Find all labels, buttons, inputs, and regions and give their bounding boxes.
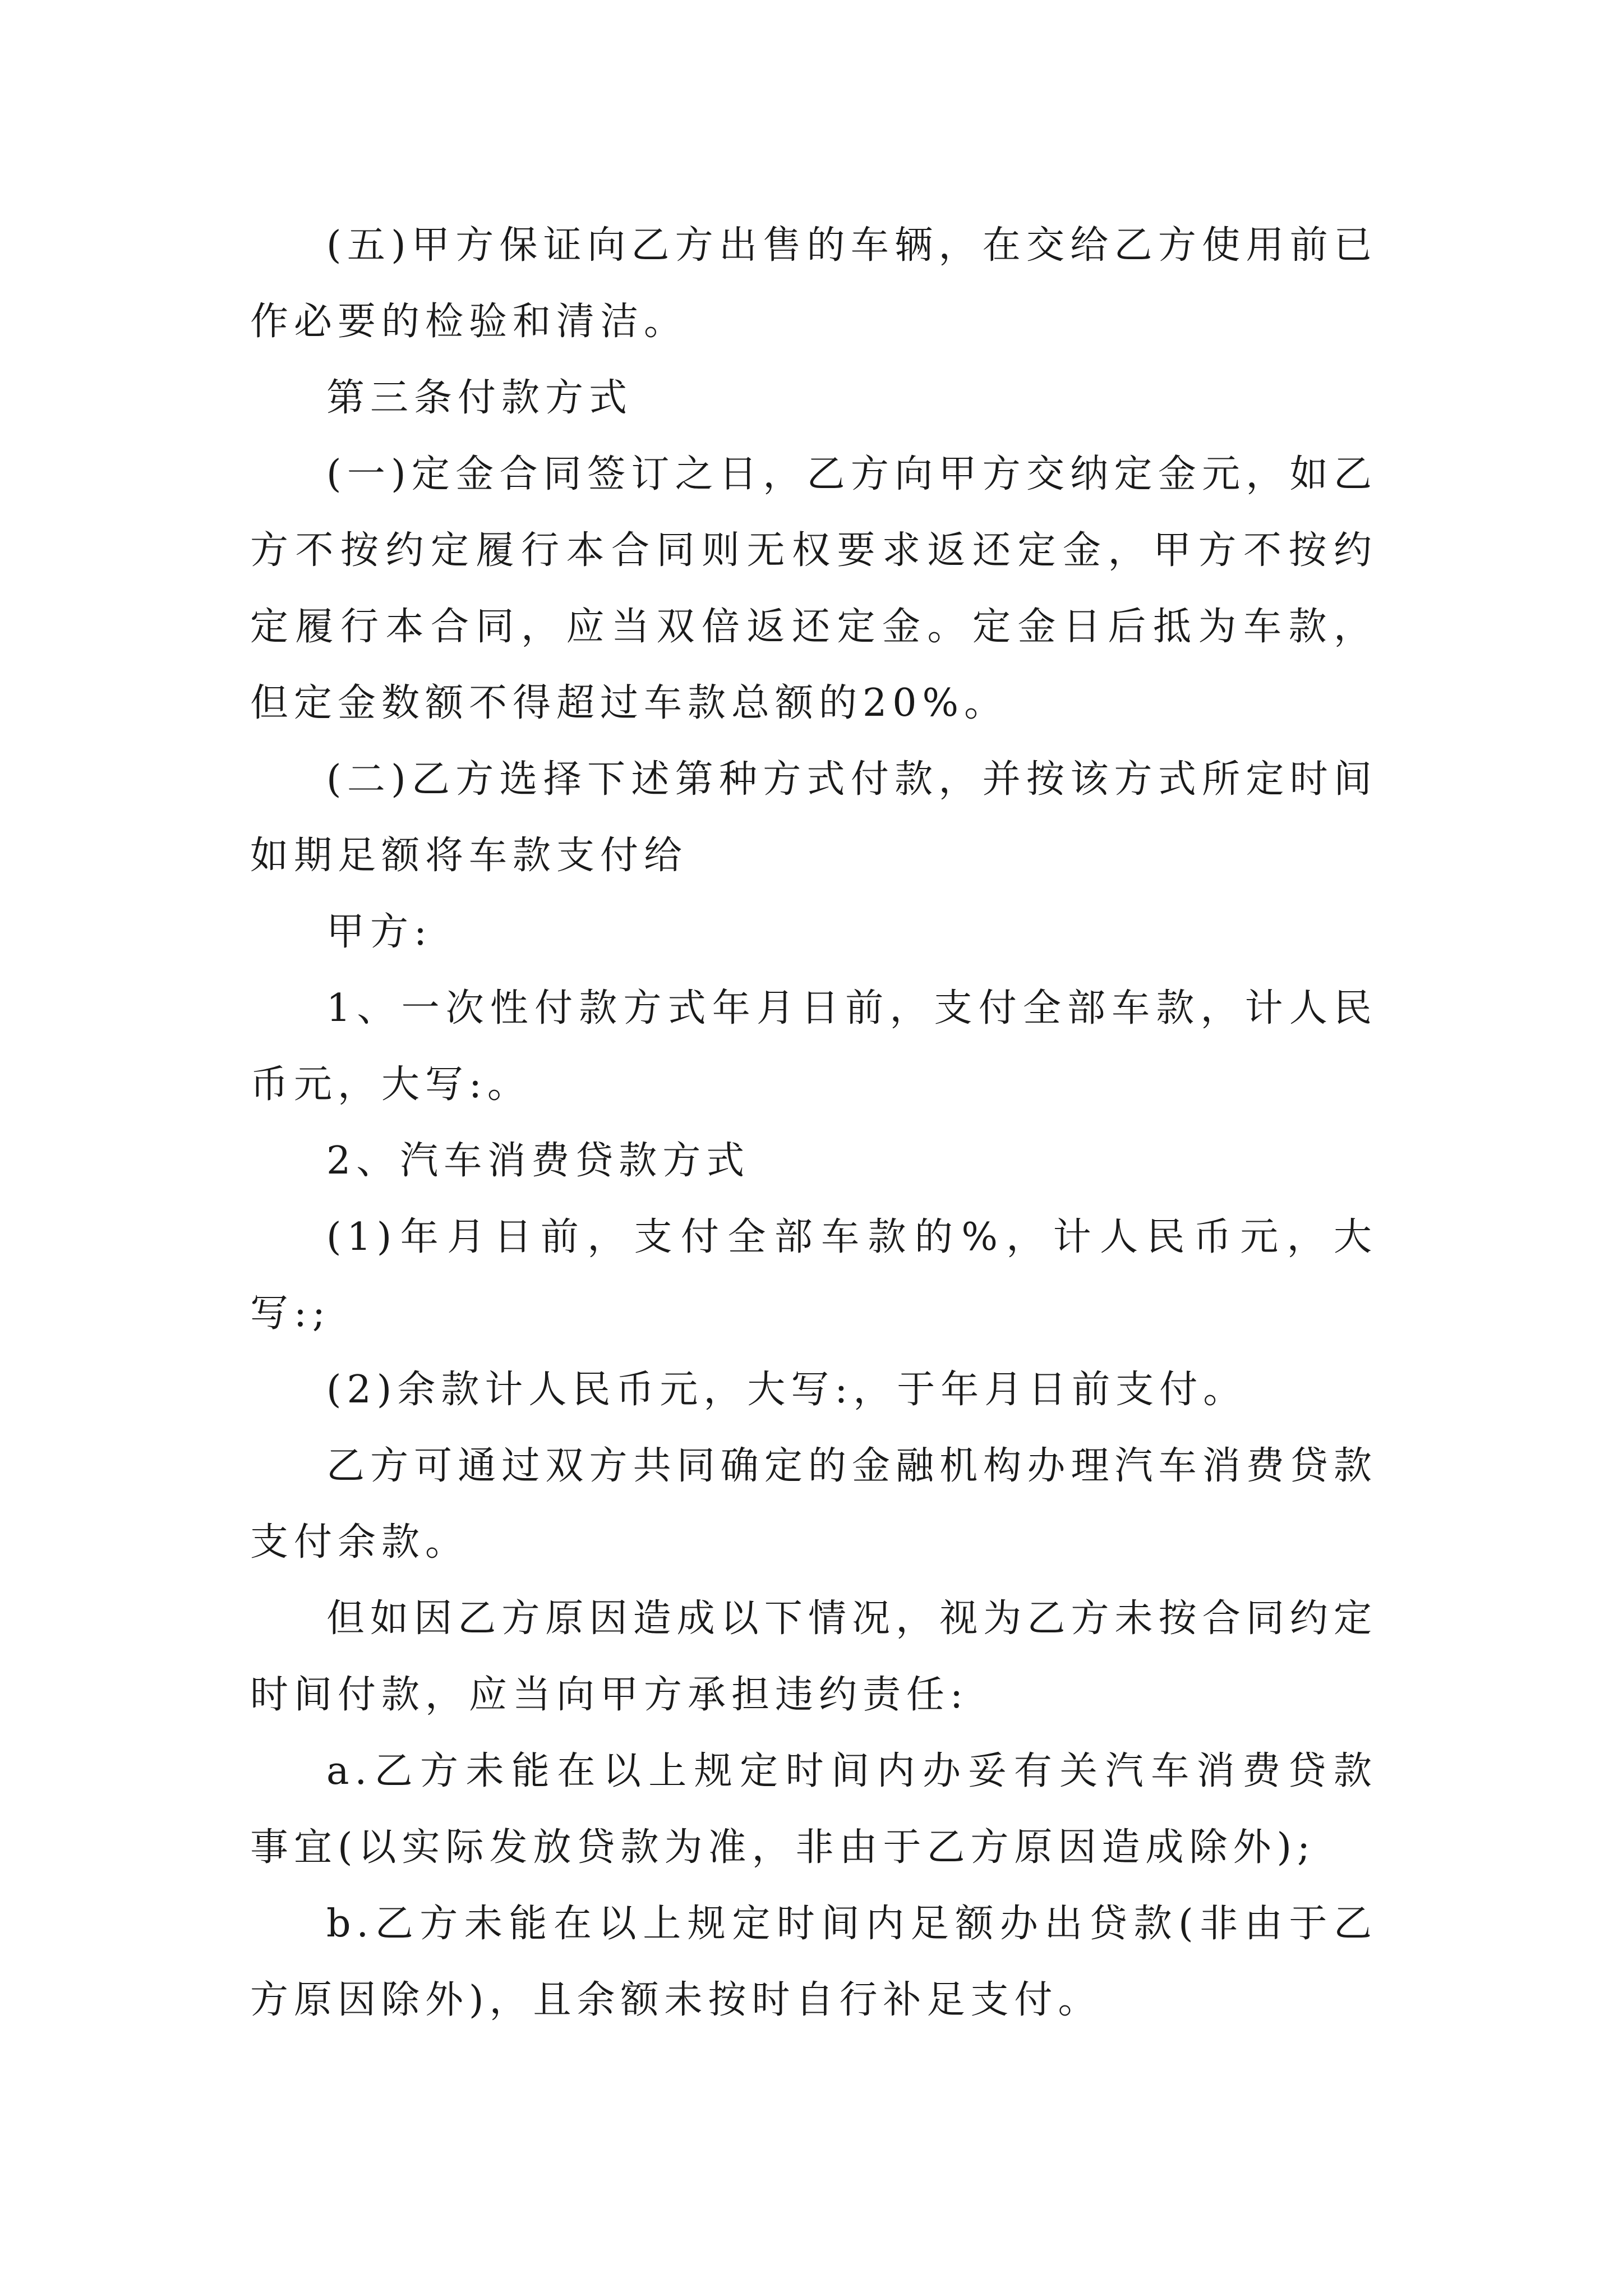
document-body [250,208,1377,2039]
paragraph-condition-a: a.乙方未能在以上规定时间内办妥有关汽车消费贷款事宜(以实际发放贷款为准，非由于乙方原因造成除外); [250,1749,1377,1870]
section-heading-payment-method: 第三条付款方式 [326,376,633,420]
paragraph-financial-institution: 乙方可通过双方共同确定的金融机构办理汽车消费贷款支付余款。 [250,1444,1377,1565]
paragraph-loan-payment: 2、汽车消费贷款方式 [326,1139,750,1183]
paragraph-deposit: (一)定金合同签订之日，乙方向甲方交纳定金元，如乙方不按约定履行本合同则无权要求返还定金，甲方不按约定履行本合同，应当双倍返还定金。定金日后抵为车款，但定金数额不得超过车款总额的20%。 [250,452,1377,725]
paragraph-vehicle-inspection: (五)甲方保证向乙方出售的车辆，在交给乙方使用前已作必要的检验和清洁。 [250,223,1377,344]
paragraph-loan-item-1: (1)年月日前，支付全部车款的%，计人民币元，大写:; [250,1215,1377,1336]
paragraph-breach-conditions: 但如因乙方原因造成以下情况，视为乙方未按合同约定时间付款，应当向甲方承担违约责任: [250,1596,1377,1717]
paragraph-loan-item-2: (2)余款计人民币元，大写:，于年月日前支付。 [326,1368,1247,1412]
paragraph-condition-b: b.乙方未能在以上规定时间内足额办出贷款(非由于乙方原因除外)，且余额未按时自行补足支付。 [250,1902,1377,2022]
paragraph-party-a: 甲方: [326,910,432,954]
paragraph-payment-choice: (二)乙方选择下述第种方式付款，并按该方式所定时间如期足额将车款支付给 [250,757,1377,878]
paragraph-lump-sum-payment: 1、一次性付款方式年月日前，支付全部车款，计人民币元，大写:。 [250,986,1377,1107]
